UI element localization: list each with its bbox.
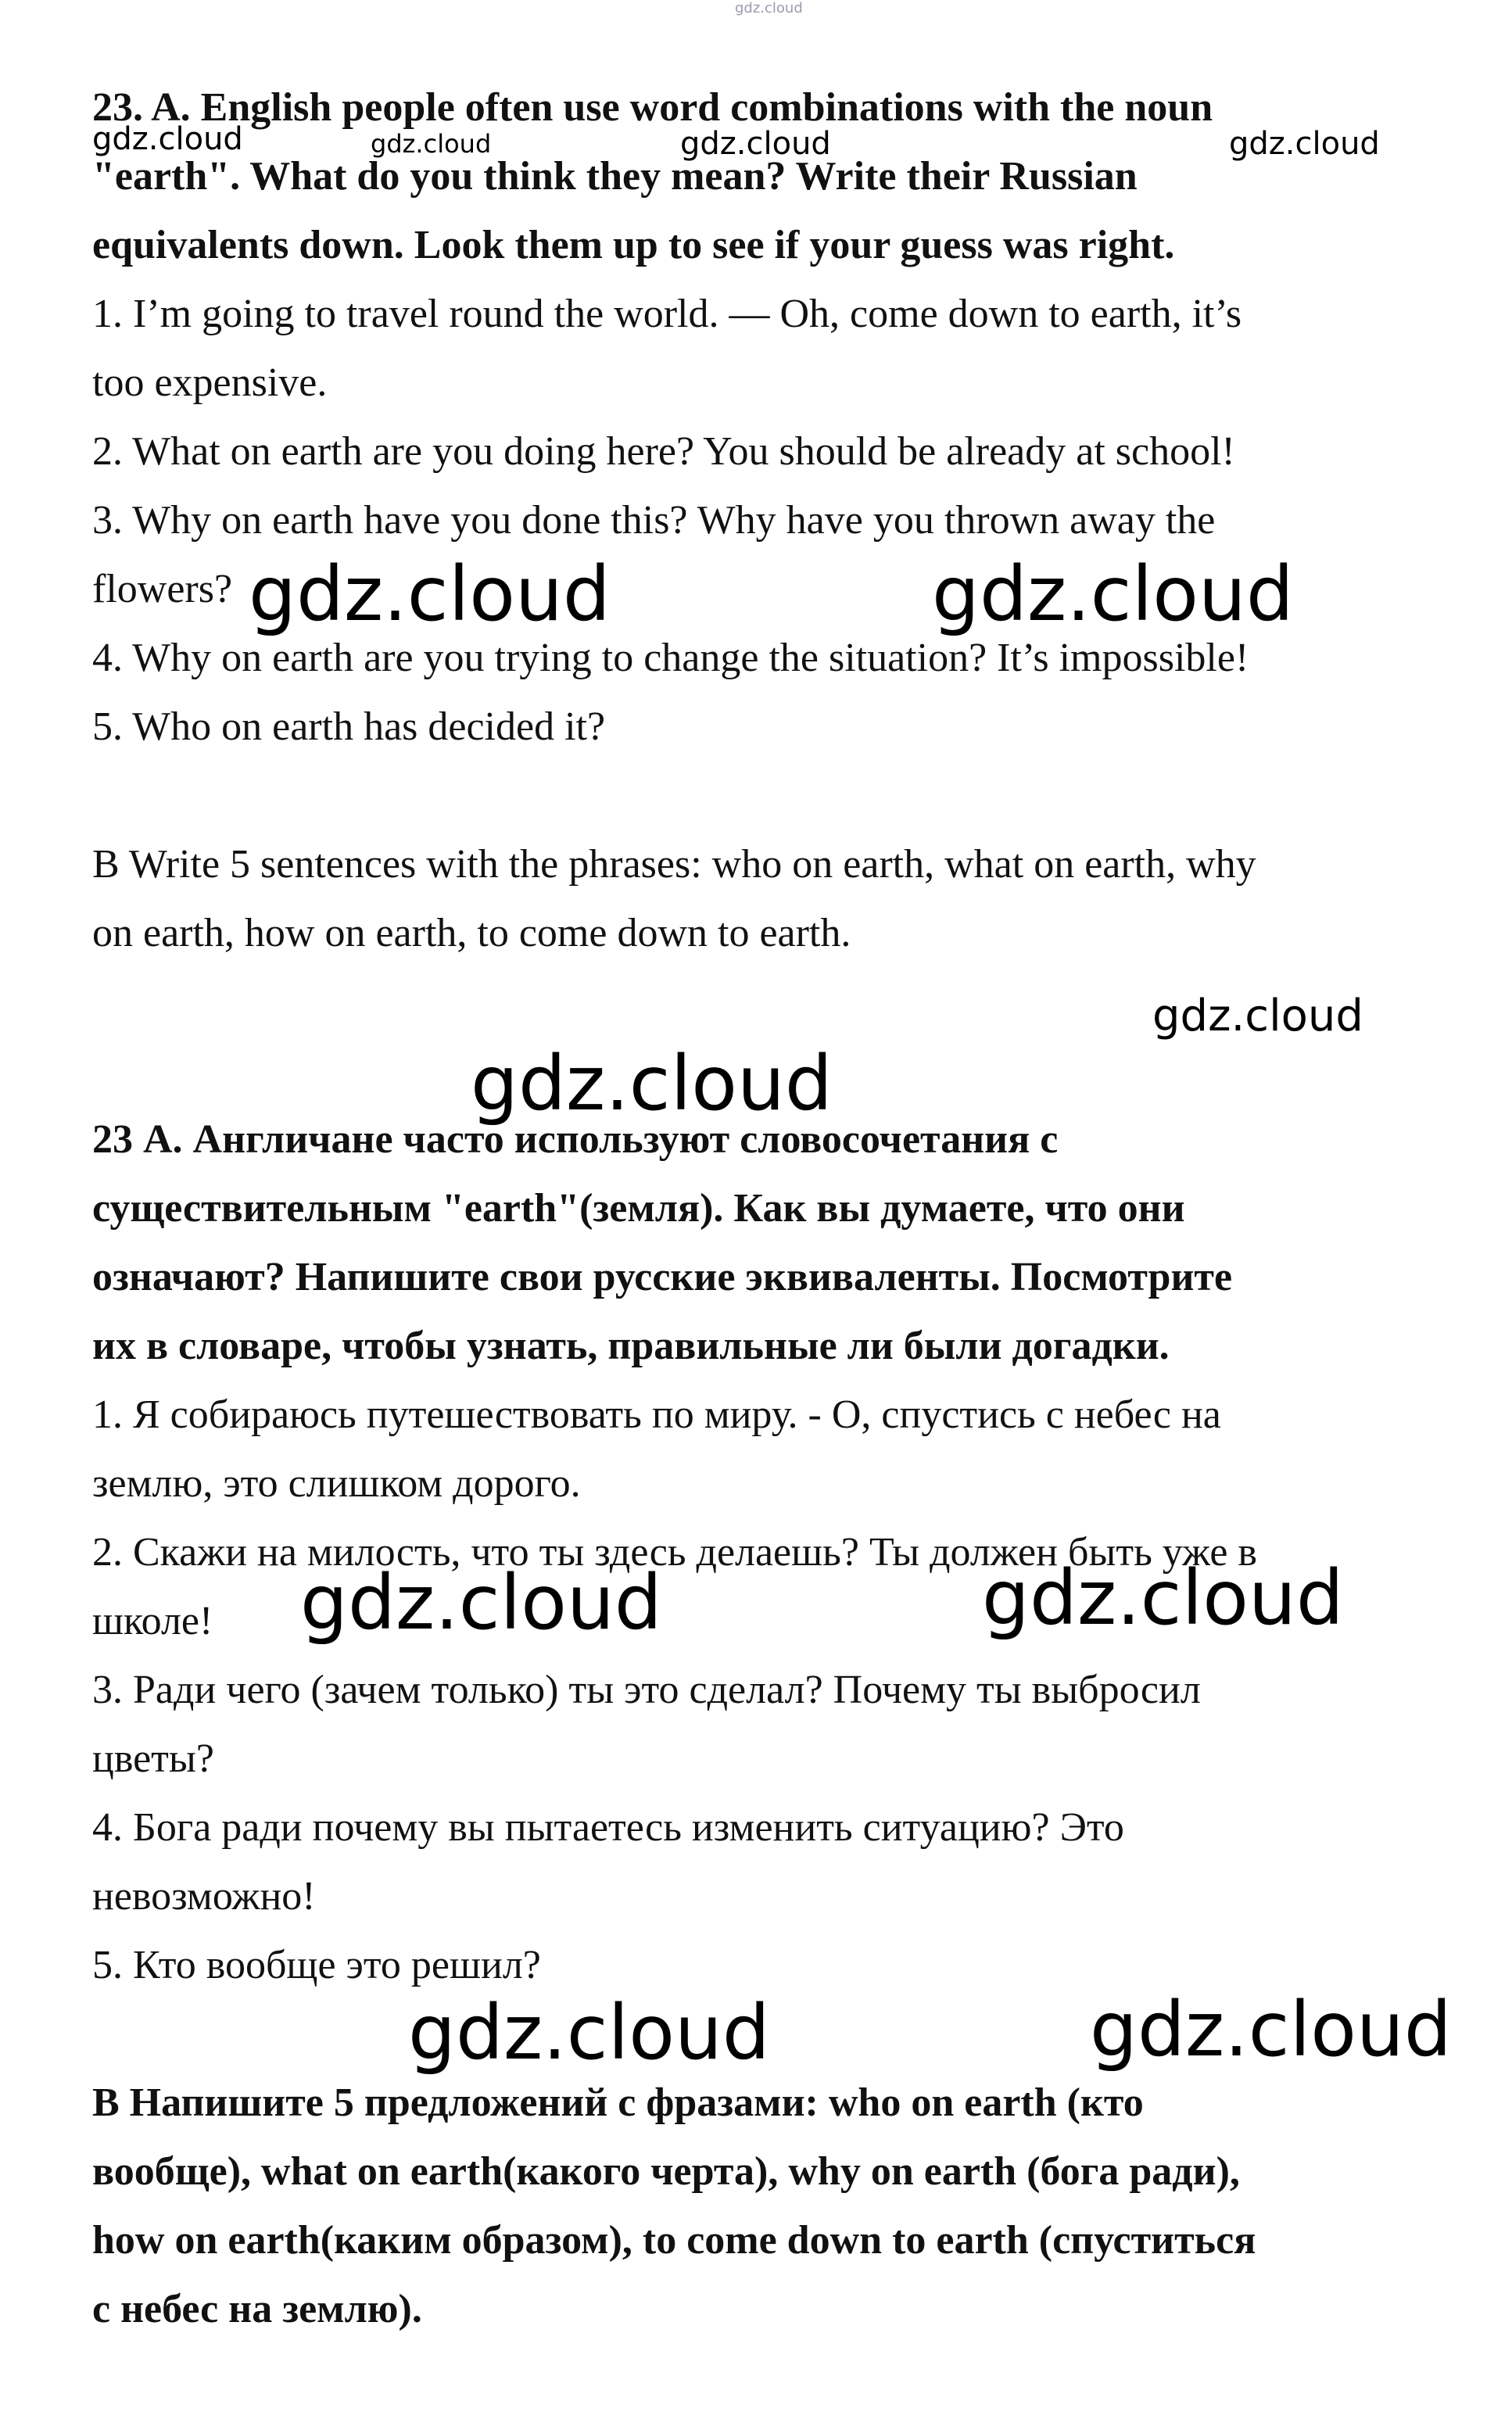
- english-item-4: 4. Why on earth are you trying to change the situation? It’s impossible!: [92, 636, 1249, 680]
- watermark-big-3: gdz.cloud: [471, 1040, 833, 1127]
- russian-item-4-line-1: 4. Бога ради почему вы пытаетесь изменить ситуацию? Это: [92, 1805, 1124, 1850]
- russian-item-3-line-1: 3. Ради чего (зачем только) ты это сделал? Почему ты выбросил: [92, 1668, 1201, 1712]
- russian-heading-line-2: существительным "earth"(земля). Как вы думаете, что они: [92, 1186, 1185, 1231]
- english-task-b-line-2: on earth, how on earth, to come down to earth.: [92, 911, 851, 955]
- russian-item-2-line-1: 2. Скажи на милость, что ты здесь делаешь? Ты должен быть уже в: [92, 1530, 1257, 1575]
- english-item-3-line-2: flowers?: [92, 567, 233, 611]
- english-heading-line-1: 23. A. English people often use word combinations with the noun: [92, 85, 1213, 130]
- watermark-big-1: gdz.cloud: [249, 550, 611, 638]
- english-item-5: 5. Who on earth has decided it?: [92, 704, 606, 749]
- russian-heading-line-1: 23 А. Англичане часто используют словосочетания с: [92, 1117, 1059, 1162]
- russian-task-b-line-3: how on earth(каким образом), to come down to earth (спуститься: [92, 2218, 1256, 2263]
- russian-heading-line-3: означают? Напишите свои русские эквиваленты. Посмотрите: [92, 1255, 1233, 1299]
- russian-item-1-line-1: 1. Я собираюсь путешествовать по миру. - О, спустись с небес на: [92, 1392, 1221, 1437]
- watermark-big-6: gdz.cloud: [408, 1989, 770, 2077]
- russian-task-b-line-4: с небес на землю).: [92, 2287, 422, 2331]
- watermark-mid-1: gdz.cloud: [1152, 991, 1363, 1041]
- russian-item-2-line-2: школе!: [92, 1599, 213, 1643]
- english-item-1-line-1: 1. I’m going to travel round the world. — Oh, come down to earth, it’s: [92, 292, 1242, 336]
- english-heading-line-2: "earth". What do you think they mean? Write their Russian: [92, 154, 1138, 199]
- english-item-3-line-1: 3. Why on earth have you done this? Why have you thrown away the: [92, 498, 1216, 543]
- english-task-b-line-1: B Write 5 sentences with the phrases: who on earth, what on earth, why: [92, 842, 1256, 887]
- russian-task-b-line-1: В Напишите 5 предложений с фразами: who on earth (кто: [92, 2080, 1144, 2125]
- english-item-1-line-2: too expensive.: [92, 360, 328, 405]
- watermark-small-2: gdz.cloud: [680, 126, 831, 162]
- russian-heading-line-4: их в словаре, чтобы узнать, правильные ли были догадки.: [92, 1324, 1170, 1368]
- russian-item-1-line-2: землю, это слишком дорого.: [92, 1461, 581, 1506]
- english-item-2: 2. What on earth are you doing here? You should be already at school!: [92, 429, 1235, 474]
- watermark-small-3: gdz.cloud: [1229, 126, 1380, 162]
- watermark-small-1: gdz.cloud: [92, 121, 243, 157]
- watermark-big-5: gdz.cloud: [982, 1554, 1344, 1642]
- watermark-big-2: gdz.cloud: [932, 550, 1294, 638]
- russian-item-3-line-2: цветы?: [92, 1736, 214, 1781]
- watermark-top: gdz.cloud: [735, 0, 803, 16]
- watermark-big-4: gdz.cloud: [300, 1559, 662, 1647]
- english-heading-line-3: equivalents down. Look them up to see if your guess was right.: [92, 223, 1175, 267]
- russian-item-4-line-2: невозможно!: [92, 1874, 316, 1919]
- russian-item-5: 5. Кто вообще это решил?: [92, 1943, 541, 1987]
- russian-task-b-line-2: вообще), what on earth(какого черта), why on earth (бога ради),: [92, 2149, 1240, 2194]
- watermark-tiny-1: gdz.cloud: [371, 129, 492, 159]
- watermark-big-7: gdz.cloud: [1090, 1986, 1452, 2073]
